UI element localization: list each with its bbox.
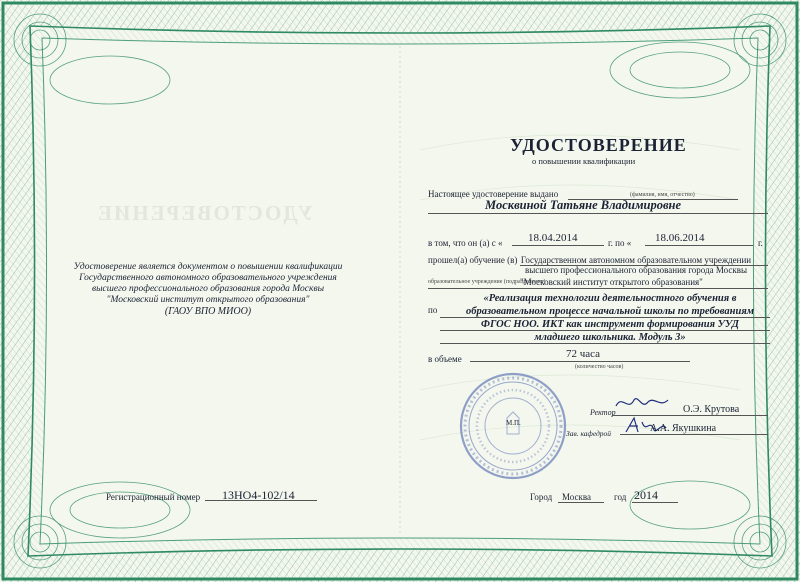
institution-line-1: Государственном автономном образовательном учреждении — [520, 255, 752, 265]
left-text-line-2: Государственного автономного образовательного учреждения — [79, 273, 337, 283]
period-prefix: в том, что он (а) с « — [428, 238, 503, 248]
program-line-4: младшего школьника. Модуль 3» — [534, 332, 686, 343]
certificate-title: УДОСТОВЕРЕНИЕ — [510, 135, 687, 155]
program-label: по — [428, 305, 438, 315]
program-line-2: образовательном процессе начальной школы по требованиям — [466, 306, 754, 317]
year-suffix: г. — [758, 238, 763, 248]
holder-rule — [428, 213, 768, 214]
rector-label: Ректор — [590, 408, 616, 417]
reg-number: 13НО4-102/14 — [222, 488, 295, 502]
year: 2014 — [634, 488, 658, 502]
institution-rule-1 — [520, 265, 768, 266]
head-rule — [620, 434, 768, 435]
program-block — [446, 292, 774, 344]
institution-hint: образовательное учреждение (подразделение) — [428, 279, 546, 285]
program-rule-1 — [440, 317, 770, 318]
year-rule — [632, 502, 678, 503]
reg-number-rule — [205, 500, 317, 501]
volume-label: в объеме — [428, 354, 462, 364]
institution-line-3: "Московский институт открытого образования" — [520, 277, 703, 287]
left-text-line-1: Удостоверение является документом о повышении квалификации — [73, 262, 343, 272]
stamp-label: М.П. — [506, 419, 521, 427]
to-label: г. по « — [608, 238, 632, 248]
hours-rule — [470, 361, 690, 362]
institution-rule-2 — [428, 288, 768, 289]
left-text-line-3: высшего профессионального образования города Москвы — [91, 284, 325, 294]
date-to-rule — [645, 245, 753, 246]
institution-line-2: высшего профессионального образования города Москвы — [524, 265, 748, 275]
year-label: год — [614, 492, 627, 502]
issued-label: Настоящее удостоверение выдано — [428, 189, 559, 199]
studied-label: прошел(а) обучение (в) — [428, 255, 518, 265]
city: Москва — [562, 492, 591, 502]
rector-name: О.Э. Крутова — [683, 404, 740, 415]
date-from-rule — [512, 245, 604, 246]
left-page-text — [40, 262, 376, 317]
holder-name: Москвиной Татьяне Владимировне — [485, 198, 682, 212]
hours: 72 часа — [566, 348, 601, 360]
city-rule — [558, 502, 604, 503]
head-label: Зав. кафедрой — [566, 429, 612, 438]
head-name: А.А. Якушкина — [650, 423, 717, 434]
reg-number-label: Регистрационный номер — [106, 492, 201, 502]
certificate-subtitle: о повышении квалификации — [532, 156, 636, 166]
left-text-line-5: (ГАОУ ВПО МИОО) — [164, 306, 252, 317]
rector-signature — [612, 392, 672, 414]
program-line-1: «Реализация технологии деятельностного обучения в — [483, 293, 737, 304]
mirrored-title: УДОСТОВЕРЕНИЕ — [96, 201, 314, 225]
left-text-line-4: "Московский институт открытого образования" — [106, 295, 310, 305]
program-rule-2 — [440, 330, 770, 331]
program-line-3: ФГОС НОО. ИКТ как инструмент формирования УУД — [481, 319, 739, 330]
date-to: 18.06.2014 — [655, 232, 705, 244]
date-from: 18.04.2014 — [528, 232, 578, 244]
program-rule-3 — [440, 343, 770, 344]
fio-hint: (фамилия, имя, отчество) — [630, 192, 695, 198]
city-label: Город — [530, 492, 553, 502]
hours-hint: (количество часов) — [575, 364, 624, 370]
